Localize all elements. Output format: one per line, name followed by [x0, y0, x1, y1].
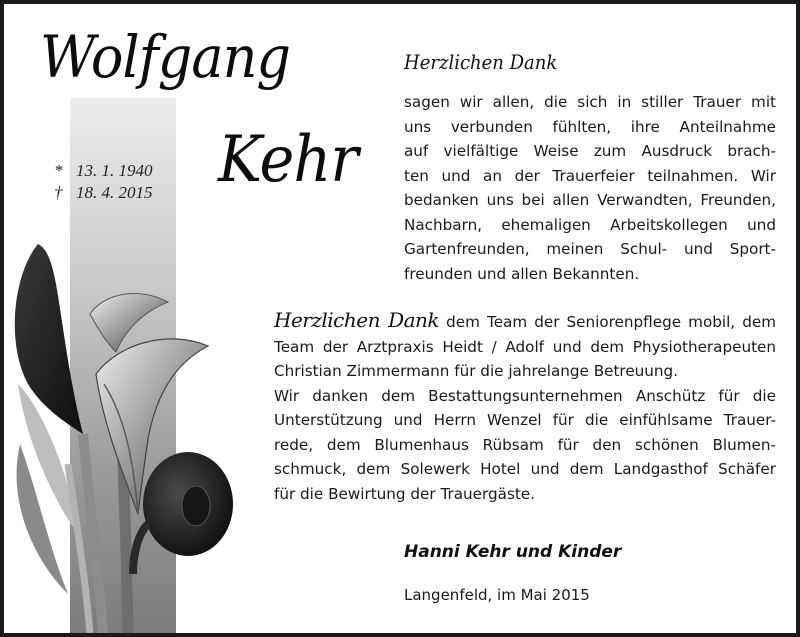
text-line: schmuck, dem Solewerk Hotel und dem Landgasthof Schäfer: [274, 460, 776, 478]
text-line: sagen wir allen, die sich in stiller Trauer mit: [404, 93, 776, 111]
calla-lily-illustration: [8, 234, 248, 634]
thanks-paragraph: [404, 90, 776, 286]
text-line: rede, dem Blumenhaus Rübsam für den schönen Blumen-: [274, 435, 776, 454]
death-symbol: †: [54, 183, 63, 202]
deceased-last-name: Kehr: [218, 123, 358, 197]
thanks-heading: Herzlichen Dank: [404, 50, 558, 74]
text-line: Unterstützung und Herrn Wenzel für die einfühlsame Trauer-: [274, 411, 776, 429]
text-line: auf vielfältige Weise zum Ausdruck brach-: [404, 142, 776, 160]
text-line: Gartenfreunden, meinen Schul- und Sport-: [404, 240, 776, 258]
text-line: Christian Zimmermann für die jahrelange Betreuung.: [274, 362, 679, 380]
text-line: Nachbarn, ehemaligen Arbeitskollegen und: [404, 215, 776, 234]
birth-date: 13. 1. 1940: [76, 161, 153, 180]
text-line: Wir danken dem Bestattungsunternehmen Anschütz für die: [274, 386, 776, 405]
text-line: für die Bewirtung der Trauergäste.: [274, 484, 535, 503]
acknowledgement-paragraph: [274, 308, 776, 506]
place-and-date: Langenfeld, im Mai 2015: [404, 586, 590, 604]
death-date: 18. 4. 2015: [76, 183, 153, 202]
birth-date-row: [54, 160, 153, 182]
text-line: freunden und allen Bekannten.: [404, 264, 640, 283]
text-line: bedanken uns bei allen Verwandten, Freunden,: [404, 191, 776, 209]
first-line-rest: dem Team der Seniorenpflege mobil, dem: [446, 313, 776, 331]
life-dates: [54, 160, 153, 204]
inline-thanks-heading: Herzlichen Dank: [274, 308, 440, 332]
death-date-row: [54, 182, 153, 204]
birth-symbol: *: [54, 161, 63, 180]
text-line: ten und an der Trauerfeier teilnahmen. Wir: [404, 166, 776, 185]
text-line: [274, 308, 776, 335]
signature: Hanni Kehr und Kinder: [404, 542, 622, 562]
text-line: uns verbunden fühlten, ihre Anteilnahme: [404, 117, 776, 136]
text-line: Team der Arztpraxis Heidt / Adolf und dem Physiotherapeuten: [274, 337, 776, 356]
deceased-first-name: Wolfgang: [40, 23, 290, 91]
